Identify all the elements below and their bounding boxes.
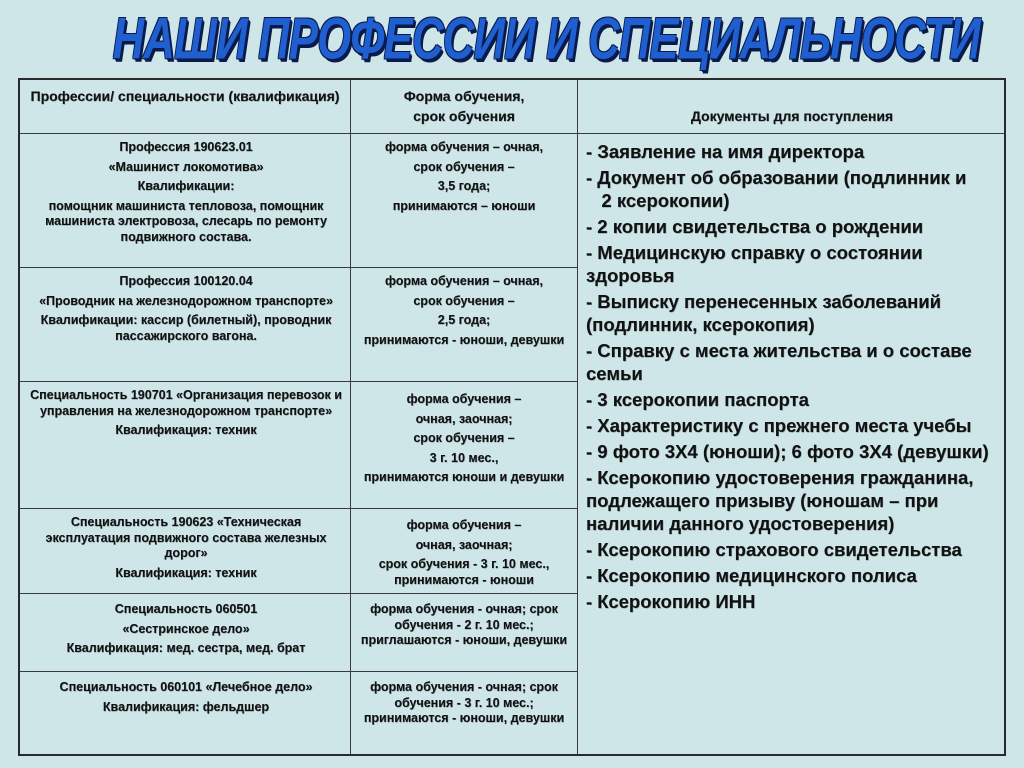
row-5-name: «Сестринское дело» [122, 621, 250, 636]
row-2-profession [28, 274, 344, 344]
header-study-form [356, 86, 572, 126]
row-1-profession [28, 140, 344, 245]
doc-item: - Ксерокопию страхового свидетельства [586, 539, 962, 560]
row-3-term: 3 г. 10 мес., [429, 450, 499, 465]
doc-item: - Справку с места жительства и о составе семьи [586, 340, 972, 384]
row-5-code: Специальность 060501 [114, 602, 258, 616]
row-2-qualifications: Квалификации: кассир (билетный), проводник пассажирского вагона. [40, 313, 332, 343]
row-6-profession [28, 680, 344, 715]
row-divider [20, 671, 577, 672]
doc-item: - 2 копии свидетельства о рождении [586, 216, 924, 237]
row-1-form: форма обучения – очная, [384, 140, 543, 154]
professions-table [18, 78, 1006, 756]
row-2-code: Профессия 100120.04 [119, 274, 253, 288]
header-study-form-line2: срок обучения [413, 108, 515, 124]
column-divider [577, 80, 578, 754]
row-3-accepted: принимаются юноши и девушки [363, 470, 565, 484]
row-2-term-label: срок обучения – [413, 293, 515, 308]
row-4-qualification: Квалификация: техник [115, 565, 257, 580]
row-2-study-form [356, 274, 572, 348]
row-4-form-label: форма обучения – [406, 518, 522, 532]
row-divider [20, 593, 577, 594]
row-3-form-label: форма обучения – [406, 392, 522, 406]
row-4-term: срок обучения - 3 г. 10 мес., принимаются - юноши [378, 557, 550, 587]
column-divider [350, 80, 351, 754]
doc-item: - Ксерокопию удостоверения гражданина, подлежащего призыву (юношам – при наличии данного удостоверения) [586, 467, 974, 534]
row-2-form: форма обучения – очная, [384, 274, 543, 288]
doc-item: - 9 фото 3Х4 (юноши); 6 фото 3Х4 (девушки) [586, 441, 989, 462]
row-3-form: очная, заочная; [415, 411, 513, 426]
page-title: НАШИ ПРОФЕССИИ И СПЕЦИАЛЬНОСТИ [112, 5, 980, 72]
doc-item: - Заявление на имя директора [586, 141, 865, 162]
row-1-qual-label: Квалификации: [137, 179, 235, 193]
row-6-qualification: Квалификация: фельдшер [102, 699, 270, 714]
row-1-term-label: срок обучения – [413, 159, 515, 174]
row-3-term-label: срок обучения – [413, 431, 515, 445]
doc-item: - Медицинскую справку о состоянии здоровья [586, 242, 923, 286]
row-2-name: «Проводник на железнодорожном транспорте» [39, 293, 333, 308]
row-3-qualification: Квалификация: техник [115, 423, 257, 437]
row-1-accepted: принимаются – юноши [392, 198, 536, 213]
row-divider [20, 133, 1004, 134]
row-4-name: Специальность 190623 «Техническая эксплуатация подвижного состава железных дорог» [45, 515, 327, 560]
header-study-form-line1: Форма обучения, [403, 88, 525, 104]
row-3-name: Специальность 190701 «Организация перевозок и управления на железнодорожном транспорте» [30, 388, 342, 418]
row-3-profession [28, 388, 344, 439]
header-documents: Документы для поступления [690, 108, 894, 124]
row-1-code: Профессия 190623.01 [119, 140, 253, 154]
row-1-term: 3,5 года; [437, 179, 491, 193]
row-3-study-form [356, 392, 572, 486]
doc-item: - 3 ксерокопии паспорта [586, 389, 809, 410]
row-divider [20, 267, 577, 268]
row-4-profession [28, 515, 344, 581]
row-1-study-form [356, 140, 572, 214]
row-6-name: Специальность 060101 «Лечебное дело» [59, 680, 313, 694]
row-6-study-form: форма обучения - очная; срок обучения - 3 г. 10 мес.; принимаются - юноши, девушки [363, 680, 565, 725]
doc-item: - Документ об образовании (подлинник и [586, 167, 967, 188]
row-2-term: 2,5 года; [437, 313, 491, 327]
doc-item: - Ксерокопию медицинского полиса [586, 565, 917, 586]
row-divider [20, 508, 577, 509]
row-5-profession [28, 602, 344, 657]
documents-list [586, 140, 1001, 616]
header-professions: Профессии/ специальности (квалификация) [30, 88, 340, 104]
row-2-accepted: принимаются - юноши, девушки [363, 332, 565, 347]
doc-item: 2 ксерокопии) [586, 190, 730, 211]
row-4-form: очная, заочная; [415, 537, 513, 552]
row-divider [20, 381, 577, 382]
doc-item: - Характеристику с прежнего места учебы [586, 415, 972, 436]
row-1-qualifications: помощник машиниста тепловоза, помощник машиниста электровоза, слесарь по ремонту подвижного состава. [45, 198, 327, 244]
row-5-qualification: Квалификация: мед. сестра, мед. брат [66, 641, 306, 655]
doc-item: - Выписку перенесенных заболеваний (подлинник, ксерокопия) [586, 291, 942, 335]
doc-item: - Ксерокопию ИНН [586, 591, 756, 612]
row-1-name: «Машинист локомотива» [108, 159, 264, 174]
row-4-study-form [356, 518, 572, 588]
row-5-study-form: форма обучения - очная; срок обучения - 2 г. 10 мес.; приглашаются - юноши, девушки [360, 602, 568, 647]
